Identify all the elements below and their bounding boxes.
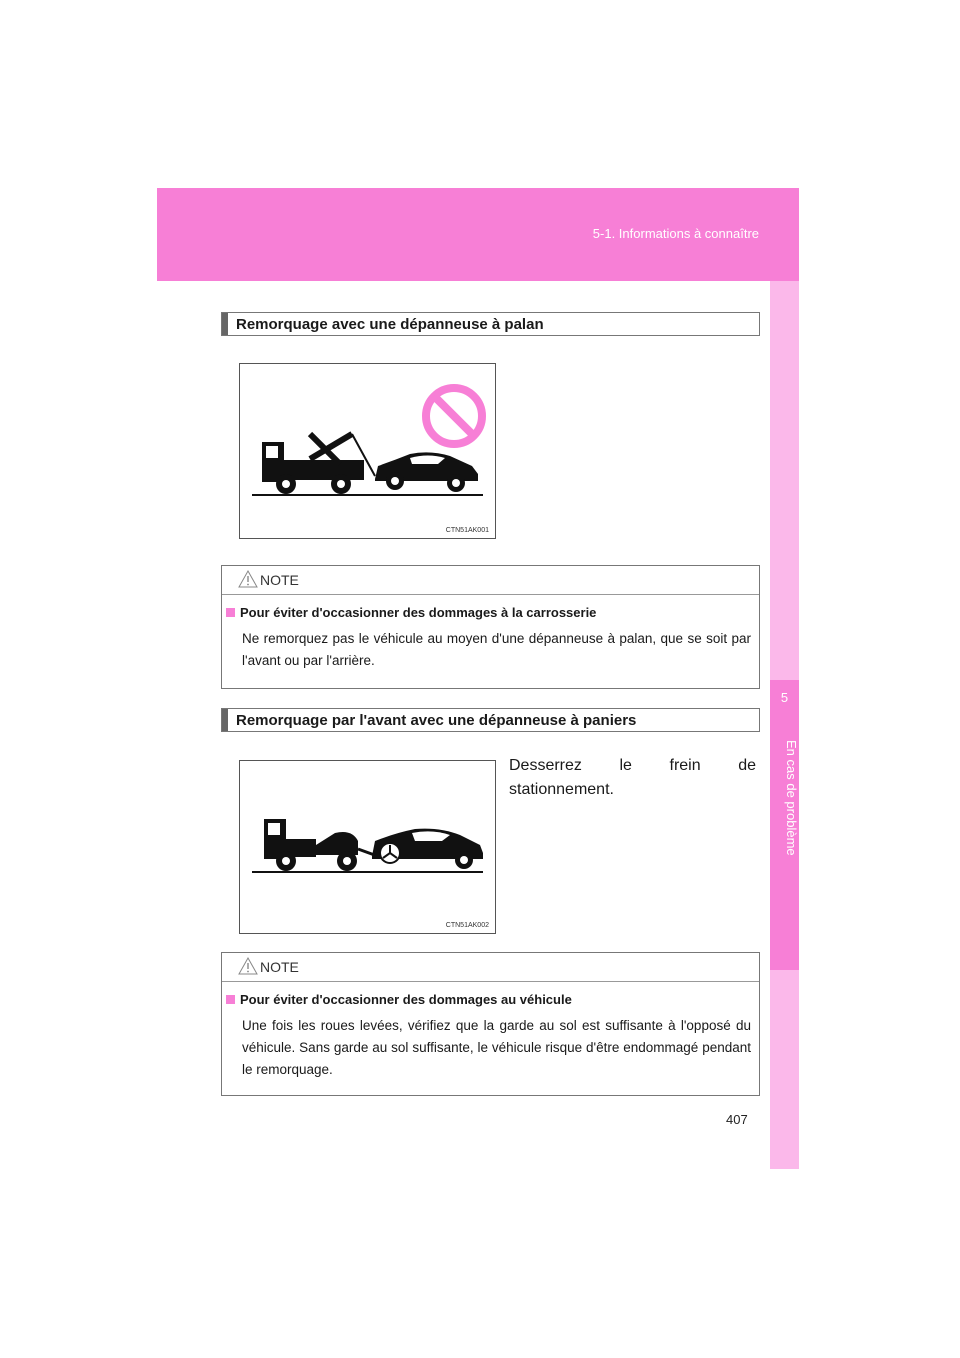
- note-body: [222, 595, 759, 684]
- side-tab-number: 5: [780, 690, 789, 705]
- tow-truck-icon: [264, 819, 380, 871]
- section-title-text: Remorquage par l'avant avec une dépanneuse à paniers: [236, 711, 637, 729]
- section-title-palan: [221, 312, 760, 336]
- prohibition-icon: [426, 388, 482, 444]
- note-header: [222, 953, 759, 982]
- note-label: NOTE: [260, 959, 299, 975]
- figure-wrecker: [239, 363, 496, 539]
- dolly-illustration: [240, 761, 495, 933]
- warning-icon: [238, 569, 258, 589]
- page-number: 407: [726, 1112, 748, 1127]
- side-tab-label: En cas de problème: [784, 740, 799, 856]
- tow-truck-icon: [262, 434, 375, 494]
- note-text: Une fois les roues levées, vérifiez que la garde au sol est suffisante à l'opposé du véhicule. Sans garde au sol suffisante, le véhicule risque d'être endommagé pendant le remorquage.: [242, 1018, 751, 1077]
- note-subtitle: [226, 992, 751, 1007]
- wrecker-illustration: [240, 364, 495, 538]
- bullet-square-icon: [226, 995, 235, 1004]
- figure-code: CTN51AK002: [445, 922, 489, 929]
- figure-code: CTN51AK001: [445, 527, 489, 534]
- note-box-carrosserie: [221, 565, 760, 689]
- note-text: Ne remorquez pas le véhicule au moyen d'une dépanneuse à palan, que se soit par l'avant ou par l'arrière.: [242, 631, 751, 668]
- car-icon: [372, 829, 483, 869]
- note-body: [222, 982, 759, 1093]
- note-subtitle: [226, 605, 751, 620]
- title-bar: [222, 709, 228, 731]
- side-tab-active: [770, 680, 799, 970]
- section-title-text: Remorquage avec une dépanneuse à palan: [236, 315, 544, 333]
- figure-dolly: [239, 760, 496, 934]
- note-box-vehicule: [221, 952, 760, 1096]
- note-subtitle-text: Pour éviter d'occasionner des dommages au véhicule: [240, 992, 572, 1007]
- section-title-paniers: [221, 708, 760, 732]
- title-bar: [222, 313, 228, 335]
- note-label: NOTE: [260, 572, 299, 588]
- warning-icon: [238, 956, 258, 976]
- note-header: [222, 566, 759, 595]
- instruction-text: Desserrez le frein de stationnement.: [509, 757, 756, 798]
- chapter-title: 5-1. Informations à connaître: [592, 226, 759, 241]
- car-icon: [375, 452, 478, 492]
- bullet-square-icon: [226, 608, 235, 617]
- note-subtitle-text: Pour éviter d'occasionner des dommages à la carrosserie: [240, 605, 597, 620]
- header-band: [157, 188, 799, 281]
